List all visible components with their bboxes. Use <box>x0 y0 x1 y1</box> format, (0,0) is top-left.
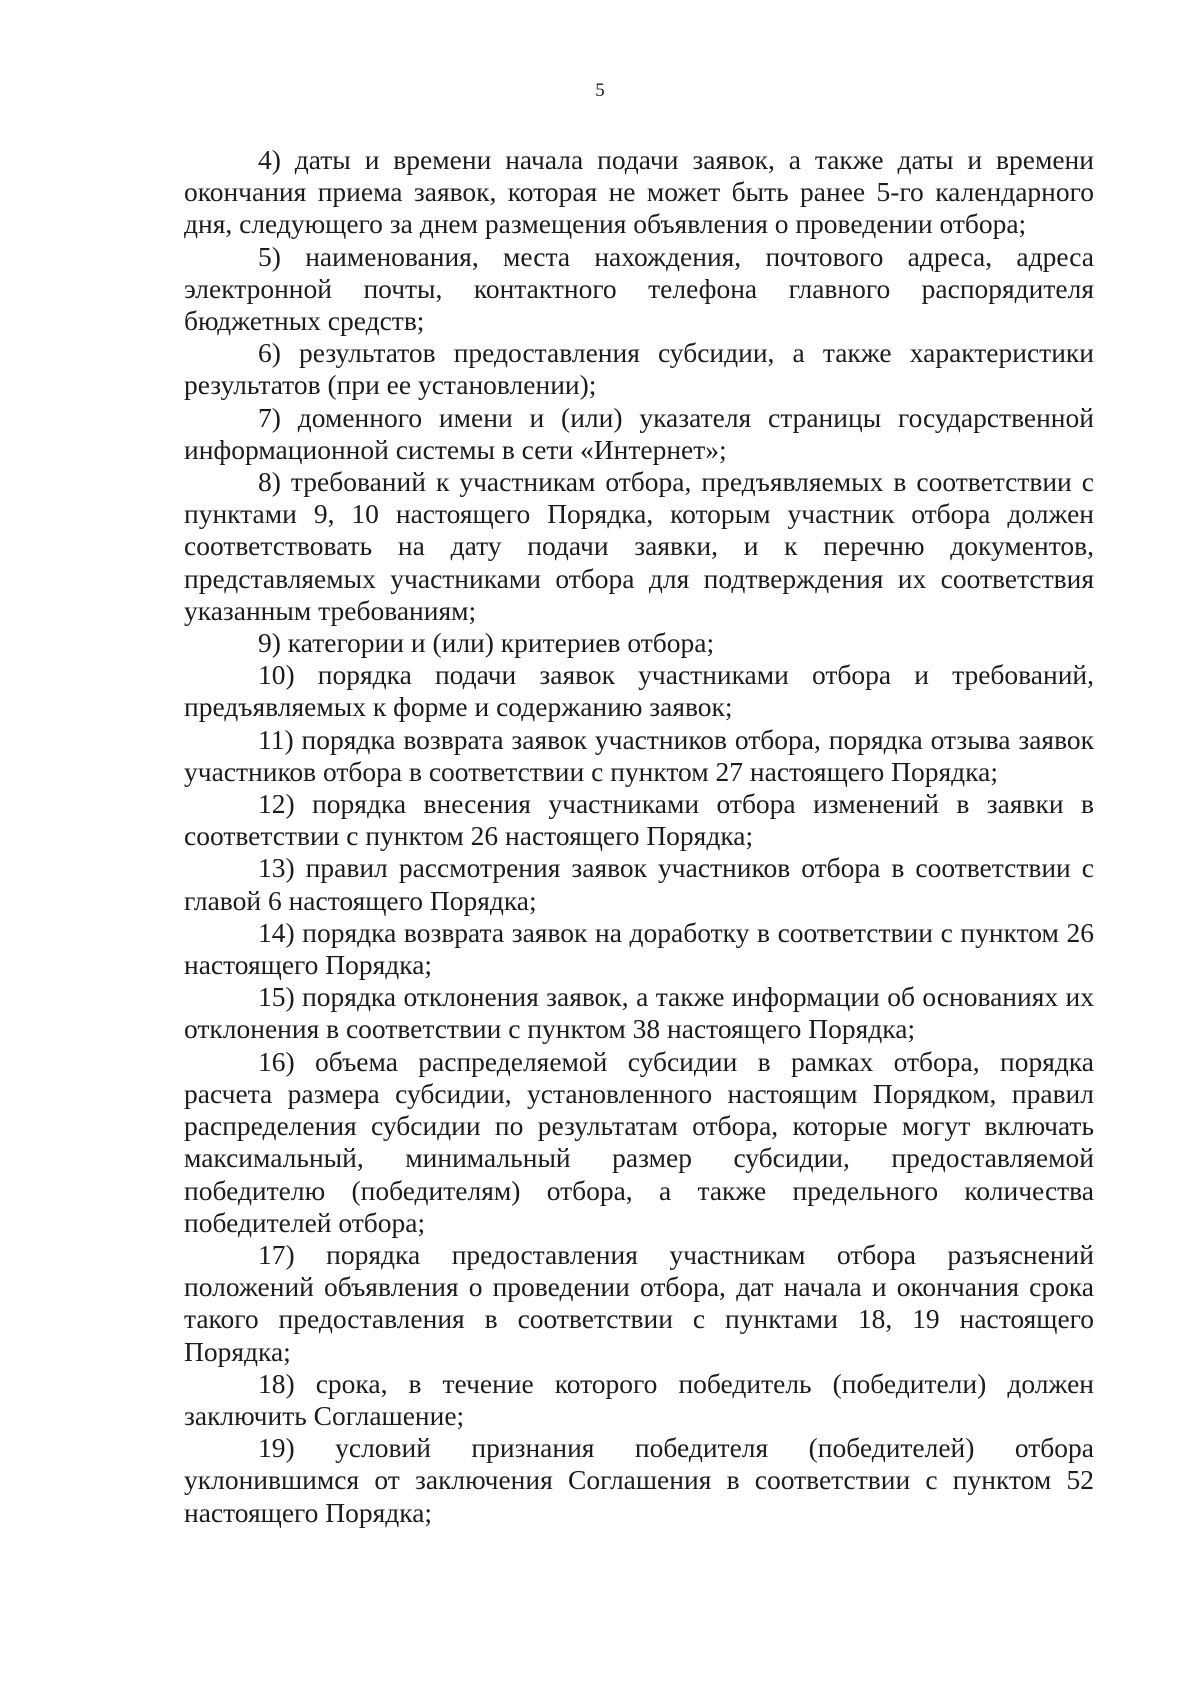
list-item-10: 10) порядка подачи заявок участниками отбора и требований, предъявляемых к форме и содержанию заявок; <box>184 659 1094 723</box>
page-number: 5 <box>595 80 605 101</box>
list-item-14: 14) порядка возврата заявок на доработку в соответствии с пунктом 26 настоящего Порядка; <box>184 916 1094 981</box>
list-item-18: 18) срока, в течение которого победитель (победители) должен заключить Соглашение; <box>184 1367 1094 1431</box>
list-item-17: 17) порядка предоставления участникам отбора разъяснений положений объявления о проведении отбора, дат начала и окончания срока такого предоставления в соответствии с пунктами 18, 19 настоящего Порядка; <box>184 1238 1094 1367</box>
list-item-7: 7) доменного имени и (или) указателя страницы государственной информационной системы в сети «Интернет»; <box>184 401 1094 465</box>
list-item-19: 19) условий признания победителя (победителей) отбора уклонившимся от заключения Соглашения в соответствии с пунктом 52 настоящего Порядка; <box>184 1432 1094 1528</box>
list-item-15: 15) порядка отклонения заявок, а также информации об основаниях их отклонения в соответствии с пунктом 38 настоящего Порядка; <box>184 981 1094 1045</box>
list-item-8: 8) требований к участникам отбора, предъявляемых в соответствии с пунктами 9, 10 настоящего Порядка, которым участник отбора должен соответствовать на дату подачи заявки, и к перечню документов, представляемых участниками отбора для подтверждения их соответствия указанным требованиям; <box>184 466 1094 626</box>
list-item-6: 6) результатов предоставления субсидии, а также характеристики результатов (при ее установлении); <box>184 337 1094 401</box>
list-item-12: 12) порядка внесения участниками отбора изменений в заявки в соответствии с пунктом 26 настоящего Порядка; <box>184 788 1094 852</box>
list-item-5: 5) наименования, места нахождения, почтового адреса, адреса электронной почты, контактного телефона главного распорядителя бюджетных средств; <box>184 240 1094 337</box>
list-item-11: 11) порядка возврата заявок участников отбора, порядка отзыва заявок участников отбора в соответствии с пунктом 27 настоящего Порядка; <box>184 723 1094 787</box>
document-body <box>184 144 1094 1529</box>
list-item-9: 9) категории и (или) критериев отбора; <box>258 627 715 659</box>
list-item-13: 13) правил рассмотрения заявок участников отбора в соответствии с главой 6 настоящего Порядка; <box>184 852 1094 916</box>
list-item-4: 4) даты и времени начала подачи заявок, а также даты и времени окончания приема заявок, которая не может быть ранее 5-го календарного дня, следующего за днем размещения объявления о проведении отбора; <box>184 144 1094 240</box>
list-item-16: 16) объема распределяемой субсидии в рамках отбора, порядка расчета размера субсидии, установленного настоящим Порядком, правил распределения субсидии по результатам отбора, которые могут включать максимальный, минимальный размер субсидии, предоставляемой победителю (победителям) отбора, а также предельного количества победителей отбора; <box>184 1045 1094 1238</box>
